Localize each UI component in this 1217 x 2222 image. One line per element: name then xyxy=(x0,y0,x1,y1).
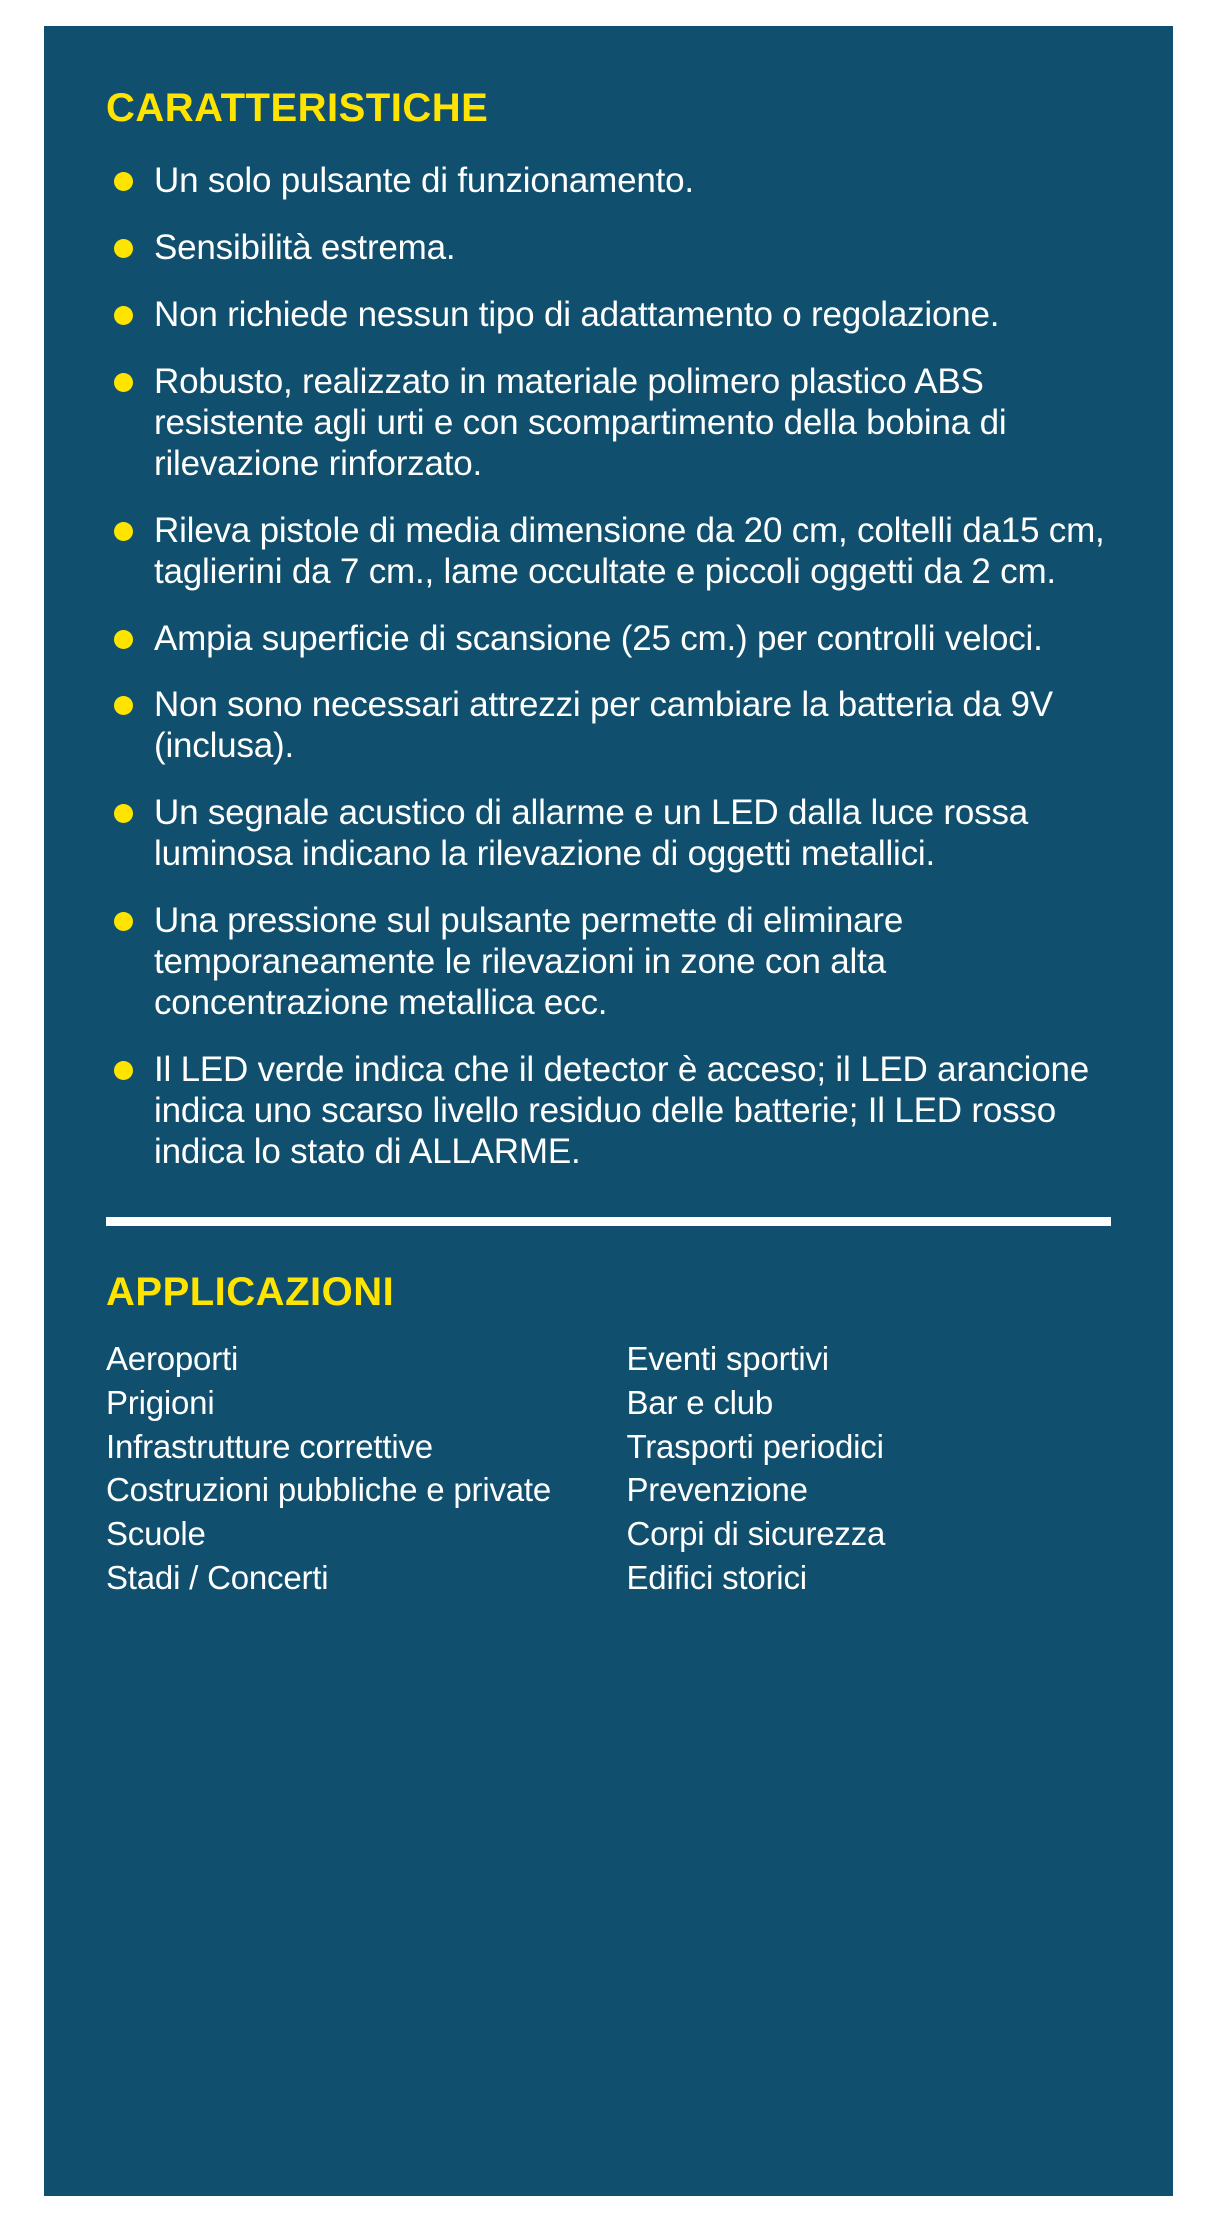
feature-text: Il LED verde indica che il detector è acceso; il LED arancione indica uno scarso livello residuo delle batterie; Il LED rosso indica lo stato di ALLARME. xyxy=(154,1050,1090,1171)
bullet-dot-icon xyxy=(114,172,133,191)
feature-text: Sensibilità estrema. xyxy=(154,227,456,267)
bullet-dot-icon xyxy=(114,522,133,541)
application-item: Prigioni xyxy=(106,1383,215,1421)
applications-heading: APPLICAZIONI xyxy=(106,1269,395,1314)
feature-text: Ampia superficie di scansione (25 cm.) per controlli veloci. xyxy=(154,618,1043,658)
application-item: Aeroporti xyxy=(106,1339,239,1377)
feature-list-item xyxy=(106,685,1111,767)
feature-text: Non richiede nessun tipo di adattamento o regolazione. xyxy=(154,294,1000,334)
bullet-dot-icon xyxy=(114,239,133,258)
application-item: Trasporti periodici xyxy=(626,1427,884,1465)
feature-text: Un solo pulsante di funzionamento. xyxy=(154,161,694,200)
feature-list-item xyxy=(106,362,1111,485)
bullet-dot-icon xyxy=(114,912,133,931)
product-info-panel xyxy=(44,26,1173,2196)
application-item: Scuole xyxy=(106,1515,206,1553)
application-item: Eventi sportivi xyxy=(626,1339,829,1377)
feature-text: Una pressione sul pulsante permette di eliminare temporaneamente le rilevazioni in zone con alta concentrazione metallica ecc. xyxy=(154,901,904,1023)
applications-right-column xyxy=(609,1337,1130,1600)
section-divider xyxy=(106,1217,1111,1226)
features-heading: CARATTERISTICHE xyxy=(106,86,489,130)
applications-left-column xyxy=(106,1337,609,1600)
feature-list-item xyxy=(106,619,1111,660)
application-item: Bar e club xyxy=(626,1383,774,1421)
application-item: Infrastrutture correttive xyxy=(106,1427,433,1465)
bullet-dot-icon xyxy=(114,373,133,392)
features-list xyxy=(106,161,1111,1173)
feature-list-item xyxy=(106,511,1111,593)
feature-list-item xyxy=(106,1050,1111,1173)
application-item: Corpi di sicurezza xyxy=(626,1515,886,1553)
feature-text: Un segnale acustico di allarme e un LED dalla luce rossa luminosa indicano la rilevazione di oggetti metallici. xyxy=(154,793,1029,874)
application-item: Edifici storici xyxy=(626,1559,807,1597)
application-item: Stadi / Concerti xyxy=(106,1559,329,1597)
bullet-dot-icon xyxy=(114,696,133,715)
applications-columns xyxy=(106,1337,1111,1600)
bullet-dot-icon xyxy=(114,306,133,325)
feature-text: Rileva pistole di media dimensione da 20 cm, coltelli da15 cm, taglierini da 7 cm., lame occultate e piccoli oggetti da 2 cm. xyxy=(154,510,1105,591)
feature-list-item xyxy=(106,793,1111,875)
feature-list-item xyxy=(106,161,1111,202)
bullet-dot-icon xyxy=(114,1061,133,1080)
feature-text: Non sono necessari attrezzi per cambiare la batteria da 9V (inclusa). xyxy=(154,685,1053,766)
feature-list-item xyxy=(106,295,1111,336)
application-item: Costruzioni pubbliche e private xyxy=(106,1471,552,1509)
application-item: Prevenzione xyxy=(626,1471,808,1509)
feature-list-item xyxy=(106,228,1111,269)
bullet-dot-icon xyxy=(114,804,133,823)
bullet-dot-icon xyxy=(114,630,133,649)
feature-text: Robusto, realizzato in materiale polimero plastico ABS resistente agli urti e con scompartimento della bobina di rilevazione rinforzato. xyxy=(154,361,1007,483)
feature-list-item xyxy=(106,901,1111,1024)
